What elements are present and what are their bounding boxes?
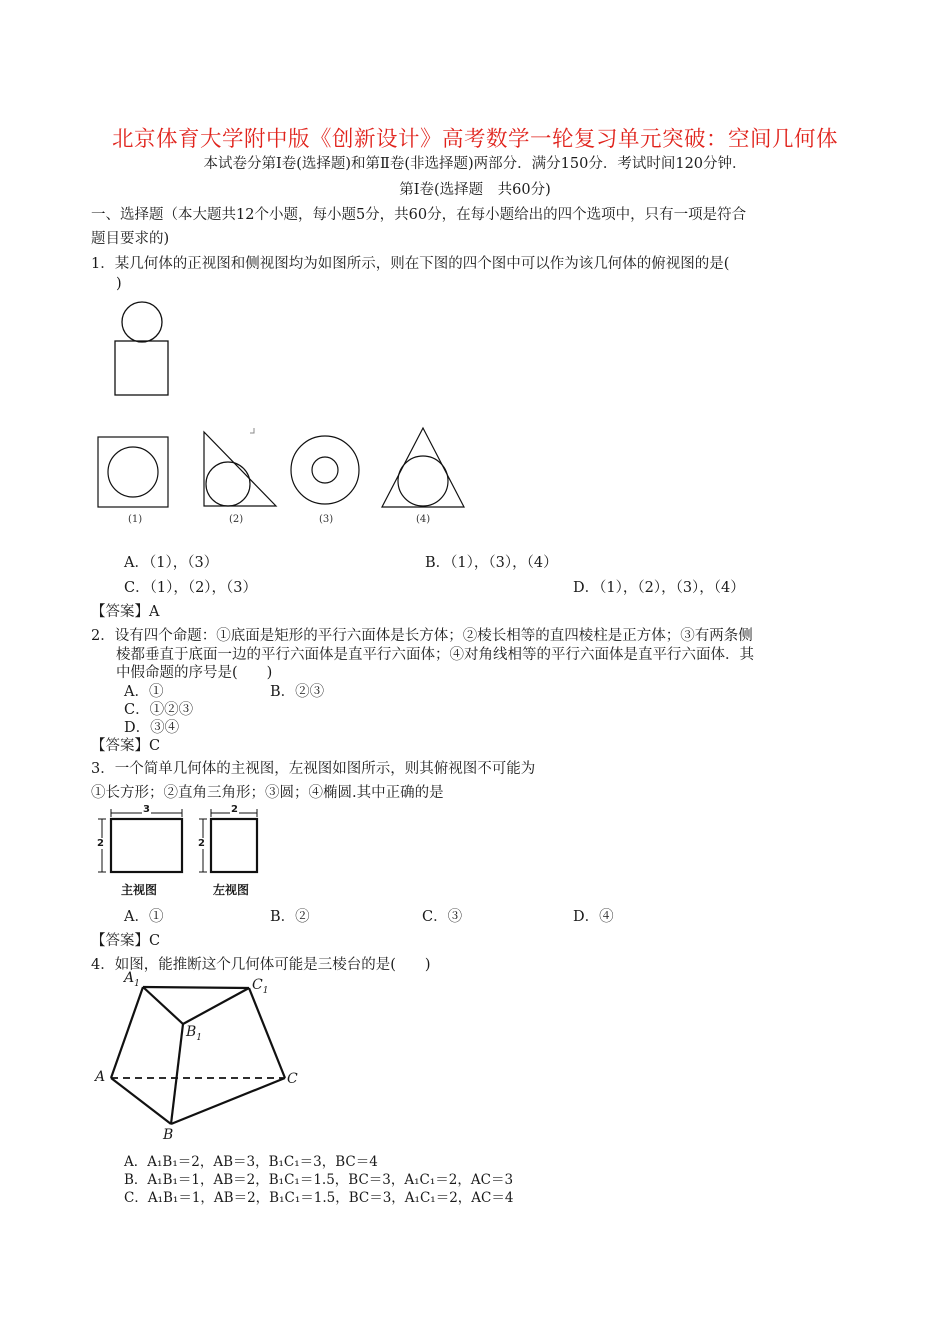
q4-option-b: B．A₁B₁＝1，AB＝2，B₁C₁＝1.5，BC＝3，A₁C₁＝2，AC＝3	[124, 1172, 514, 1188]
q3-option-b: B．②	[270, 909, 310, 925]
q4-vertex-a1: $A_1$	[124, 970, 140, 989]
q4-vertex-b1: $B_1$	[186, 1024, 203, 1043]
q3-front-height-label: 2	[97, 838, 104, 849]
q3-side-width-label: 2	[231, 804, 238, 815]
q1-stem: 1．某几何体的正视图和侧视图均为如图所示，则在下图的四个图中可以作为该几何体的俯视图的是(	[91, 256, 730, 272]
q3-stem-line2: ①长方形；②直角三角形；③圆；④椭圆.其中正确的是	[91, 785, 444, 801]
section1-line1: 一、选择题（本大题共12个小题，每小题5分，共60分，在每小题给出的四个选项中，只有一项是符合	[91, 207, 747, 223]
part1-heading: 第Ⅰ卷(选择题 共60分)	[399, 182, 551, 198]
q3-side-view-label: 左视图	[213, 883, 250, 897]
q2-option-d: D．③④	[124, 720, 180, 736]
q2-stem-line2: 棱都垂直于底面一边的平行六面体是直平行六面体；④对角线相等的平行六面体是直平行六面体．其	[116, 647, 754, 663]
q2-stem-line1: 2．设有四个命题：①底面是矩形的平行六面体是长方体；②棱长相等的直四棱柱是正方体；③有两条侧	[91, 628, 753, 644]
q1-figure-label-1: (1)	[128, 514, 143, 525]
q4-stem: 4．如图，能推断这个几何体可能是三棱台的是( )	[91, 957, 431, 973]
q3-side-height-label: 2	[198, 838, 205, 849]
q1-answer: 【答案】A	[91, 604, 160, 620]
q1-figure-label-2: (2)	[229, 514, 244, 525]
q4-vertex-c1: $C_1$	[252, 977, 269, 996]
q3-option-d: D．④	[573, 909, 614, 925]
q3-front-width-label: 3	[143, 804, 150, 815]
q2-option-c: C．①②③	[124, 702, 194, 718]
q4-option-a: A．A₁B₁＝2，AB＝3，B₁C₁＝3，BC＝4	[124, 1154, 378, 1170]
q3-front-view-label: 主视图	[121, 883, 158, 897]
q1-stem-close: )	[116, 276, 122, 292]
q3-option-a: A．①	[124, 909, 164, 925]
exam-intro: 本试卷分第Ⅰ卷(选择题)和第Ⅱ卷(非选择题)两部分．满分150分．考试时间120分钟．	[203, 156, 747, 172]
q1-figure-label-4: (4)	[416, 514, 431, 525]
q3-answer: 【答案】C	[91, 933, 161, 949]
q4-option-c: C．A₁B₁＝1，AB＝2，B₁C₁＝1.5，BC＝3，A₁C₁＝2，AC＝4	[124, 1190, 514, 1206]
q1-option-d: D．（1），（2），（3），（4）	[573, 580, 745, 596]
q3-stem-line1: 3．一个简单几何体的主视图，左视图如图所示，则其俯视图不可能为	[91, 761, 536, 777]
q4-vertex-c: C	[287, 1071, 298, 1087]
q1-option-c: C．（1），（2），（3）	[124, 580, 258, 596]
page-title: 北京体育大学附中版《创新设计》高考数学一轮复习单元突破：空间几何体	[111, 127, 838, 152]
q3-option-c: C．③	[422, 909, 463, 925]
q4-vertex-a: A	[95, 1069, 106, 1085]
q2-option-a: A．①	[124, 684, 164, 700]
q2-answer: 【答案】C	[91, 738, 161, 754]
q2-option-b: B．②③	[270, 684, 325, 700]
q1-option-a: A．（1），（3）	[124, 555, 219, 571]
q4-vertex-b: B	[163, 1127, 174, 1143]
q1-option-b: B．（1），（3），（4）	[425, 555, 558, 571]
q2-stem-line3: 中假命题的序号是( )	[116, 665, 273, 681]
q1-figure-label-3: (3)	[319, 514, 334, 525]
section1-line2: 题目要求的)	[91, 231, 170, 247]
